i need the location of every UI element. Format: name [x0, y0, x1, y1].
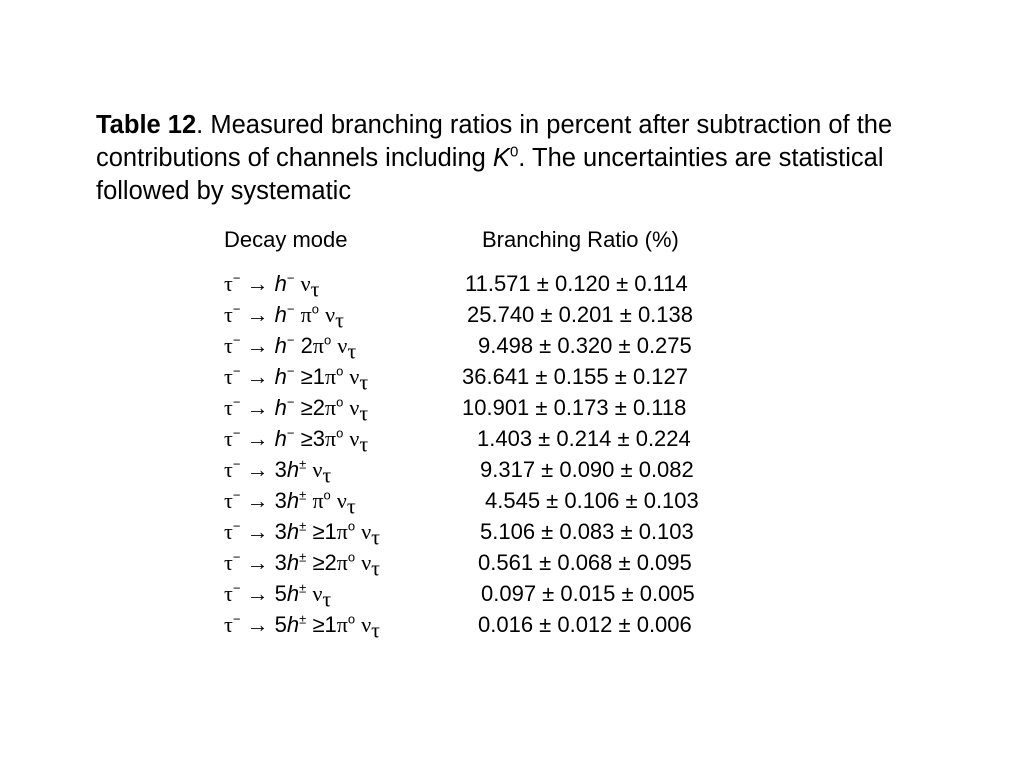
decay-mode-cell — [224, 456, 332, 488]
tau-charge: − — [232, 301, 241, 317]
branching-ratio-cell: 0.561 ± 0.068 ± 0.095 — [478, 550, 692, 575]
branching-ratio-cell: 36.641 ± 0.155 ± 0.127 — [462, 364, 688, 389]
branching-ratio-cell: 0.016 ± 0.012 ± 0.006 — [478, 612, 692, 637]
hadron-charge: − — [286, 394, 295, 410]
tau-symbol: τ — [224, 333, 233, 358]
pion-charge: o — [347, 549, 356, 565]
neutrino-flavor: τ — [359, 369, 369, 395]
decay-arrow: → — [240, 550, 275, 575]
decay-mode-cell — [224, 518, 381, 550]
hadron-symbol: h — [274, 395, 287, 420]
table-row — [0, 394, 1024, 425]
branching-ratio-cell: 9.498 ± 0.320 ± 0.275 — [478, 333, 692, 358]
pion-symbol: π — [300, 302, 312, 327]
table-row — [0, 425, 1024, 456]
table-row — [0, 332, 1024, 363]
table-row — [0, 363, 1024, 394]
tau-charge: − — [232, 487, 241, 503]
tau-symbol: τ — [224, 426, 233, 451]
hadron-charge: ± — [299, 549, 307, 565]
hadron-symbol: h — [274, 271, 287, 296]
neutrino-flavor: τ — [346, 493, 356, 519]
kaon-symbol: K — [492, 144, 510, 172]
pion-charge: o — [347, 611, 356, 627]
decay-arrow: → — [240, 271, 275, 296]
decay-arrow: → — [240, 333, 275, 358]
decay-arrow: → — [240, 426, 275, 451]
neutrino-flavor: τ — [322, 462, 332, 488]
hadron-charge: ± — [299, 456, 307, 472]
hadron-charge: − — [286, 270, 295, 286]
tau-charge: − — [232, 549, 241, 565]
tau-charge: − — [232, 456, 241, 472]
pion-charge: o — [336, 425, 344, 441]
table-row — [0, 270, 1024, 301]
hadron-symbol: h — [286, 612, 300, 637]
pion-multiplicity: ≥1 — [312, 612, 337, 637]
branching-ratio-cell: 9.317 ± 0.090 ± 0.082 — [480, 457, 694, 482]
decay-arrow: → — [240, 364, 275, 389]
pion-symbol: π — [312, 333, 324, 358]
hadron-symbol: h — [274, 302, 287, 327]
table-row — [0, 301, 1024, 332]
decay-mode-cell — [224, 332, 357, 364]
decay-mode-cell — [224, 580, 332, 612]
hadron-charge: ± — [299, 611, 307, 627]
tau-charge: − — [232, 332, 241, 348]
decay-mode-cell — [224, 270, 320, 302]
pion-symbol: π — [312, 488, 324, 513]
pion-symbol: π — [336, 550, 348, 575]
neutrino-symbol: ν — [349, 364, 360, 389]
neutrino-symbol: ν — [361, 519, 372, 544]
tau-symbol: τ — [224, 581, 233, 606]
neutrino-symbol: ν — [336, 488, 347, 513]
tau-charge: − — [232, 363, 241, 379]
tau-symbol: τ — [224, 364, 233, 389]
neutrino-symbol: ν — [325, 302, 336, 327]
hadron-symbol: h — [286, 488, 300, 513]
tau-symbol: τ — [224, 302, 233, 327]
decay-mode-cell — [224, 549, 381, 581]
pion-charge: o — [311, 301, 319, 317]
table-row — [0, 487, 1024, 518]
branching-ratio-cell: 25.740 ± 0.201 ± 0.138 — [467, 302, 693, 327]
tau-symbol: τ — [224, 612, 233, 637]
neutrino-flavor: τ — [371, 524, 381, 550]
hadron-multiplicity: 3 — [274, 550, 287, 575]
tau-charge: − — [232, 425, 241, 441]
table-row — [0, 518, 1024, 549]
neutrino-flavor: τ — [359, 431, 369, 457]
branching-ratio-cell: 4.545 ± 0.106 ± 0.103 — [485, 488, 699, 513]
hadron-symbol: h — [274, 364, 287, 389]
pion-charge: o — [336, 363, 344, 379]
hadron-symbol: h — [286, 457, 300, 482]
tau-symbol: τ — [224, 271, 233, 296]
neutrino-flavor: τ — [359, 400, 369, 426]
tau-symbol: τ — [224, 395, 233, 420]
neutrino-symbol: ν — [361, 612, 372, 637]
decay-mode-cell — [224, 394, 369, 426]
pion-symbol: π — [336, 519, 348, 544]
pion-multiplicity: ≥3 — [300, 426, 325, 451]
neutrino-flavor: τ — [371, 617, 381, 643]
hadron-charge: − — [286, 363, 295, 379]
decay-mode-cell — [224, 487, 356, 519]
hadron-charge: ± — [299, 580, 307, 596]
tau-charge: − — [232, 611, 241, 627]
pion-symbol: π — [336, 612, 348, 637]
hadron-charge: − — [286, 301, 295, 317]
pion-multiplicity: ≥2 — [312, 550, 337, 575]
decay-mode-cell — [224, 301, 344, 333]
hadron-multiplicity: 5 — [274, 612, 287, 637]
table-label: Table 12 — [96, 111, 197, 139]
decay-arrow: → — [240, 302, 275, 327]
branching-ratio-cell: 5.106 ± 0.083 ± 0.103 — [480, 519, 694, 544]
neutrino-symbol: ν — [300, 271, 311, 296]
neutrino-symbol: ν — [361, 550, 372, 575]
tau-charge: − — [232, 580, 241, 596]
hadron-symbol: h — [274, 426, 287, 451]
neutrino-symbol: ν — [349, 426, 360, 451]
decay-arrow: → — [240, 612, 275, 637]
pion-multiplicity: ≥1 — [300, 364, 325, 389]
hadron-symbol: h — [286, 519, 300, 544]
decay-arrow: → — [240, 581, 275, 606]
decay-arrow: → — [240, 457, 275, 482]
hadron-multiplicity: 3 — [274, 488, 287, 513]
caption-text-part-2: . The uncertainties are statistical followed by systematic — [96, 144, 884, 205]
pion-charge: o — [323, 487, 331, 503]
branching-ratio-cell: 11.571 ± 0.120 ± 0.114 — [465, 271, 688, 296]
table-row — [0, 456, 1024, 487]
pion-multiplicity: ≥1 — [312, 519, 337, 544]
neutrino-flavor: τ — [347, 338, 357, 364]
table-caption — [96, 109, 926, 208]
caption-text-part-1: . Measured branching ratios in percent after subtraction of the contributions of channels including — [96, 111, 893, 172]
branching-ratio-cell: 10.901 ± 0.173 ± 0.118 — [462, 395, 687, 420]
pion-multiplicity: 2 — [300, 333, 313, 358]
neutrino-symbol: ν — [312, 457, 323, 482]
hadron-multiplicity: 5 — [274, 581, 287, 606]
neutrino-symbol: ν — [349, 395, 360, 420]
decay-arrow: → — [240, 488, 275, 513]
decay-arrow: → — [240, 395, 275, 420]
pion-multiplicity: ≥2 — [300, 395, 325, 420]
tau-symbol: τ — [224, 519, 233, 544]
decay-mode-cell — [224, 363, 369, 395]
decay-arrow: → — [240, 519, 275, 544]
neutrino-flavor: τ — [371, 555, 381, 581]
hadron-symbol: h — [274, 333, 287, 358]
hadron-charge: − — [286, 425, 295, 441]
neutrino-flavor: τ — [310, 276, 320, 302]
tau-symbol: τ — [224, 457, 233, 482]
pion-symbol: π — [324, 364, 337, 389]
decay-mode-cell — [224, 425, 369, 457]
pion-symbol: π — [324, 426, 337, 451]
tau-symbol: τ — [224, 488, 233, 513]
tau-charge: − — [232, 394, 241, 410]
column-header-branching-ratio: Branching Ratio (%) — [482, 227, 679, 252]
decay-mode-cell — [224, 611, 381, 643]
hadron-charge: ± — [299, 518, 307, 534]
hadron-charge: ± — [299, 487, 307, 503]
hadron-symbol: h — [286, 550, 300, 575]
tau-symbol: τ — [224, 550, 233, 575]
neutrino-flavor: τ — [322, 586, 332, 612]
neutrino-symbol: ν — [337, 333, 348, 358]
neutrino-flavor: τ — [335, 307, 344, 333]
table-row — [0, 580, 1024, 611]
table-row — [0, 611, 1024, 642]
pion-charge: o — [324, 332, 332, 348]
tau-charge: − — [232, 270, 241, 286]
table-row — [0, 549, 1024, 580]
kaon-superscript: 0 — [509, 143, 519, 161]
branching-ratio-cell: 1.403 ± 0.214 ± 0.224 — [477, 426, 691, 451]
pion-symbol: π — [324, 395, 337, 420]
hadron-multiplicity: 3 — [274, 519, 287, 544]
neutrino-symbol: ν — [312, 581, 323, 606]
tau-charge: − — [232, 518, 241, 534]
hadron-charge: − — [286, 332, 295, 348]
pion-charge: o — [347, 518, 356, 534]
hadron-symbol: h — [286, 581, 300, 606]
column-header-decay-mode: Decay mode — [224, 227, 348, 252]
pion-charge: o — [336, 394, 344, 410]
branching-ratio-cell: 0.097 ± 0.015 ± 0.005 — [481, 581, 695, 606]
hadron-multiplicity: 3 — [274, 457, 287, 482]
